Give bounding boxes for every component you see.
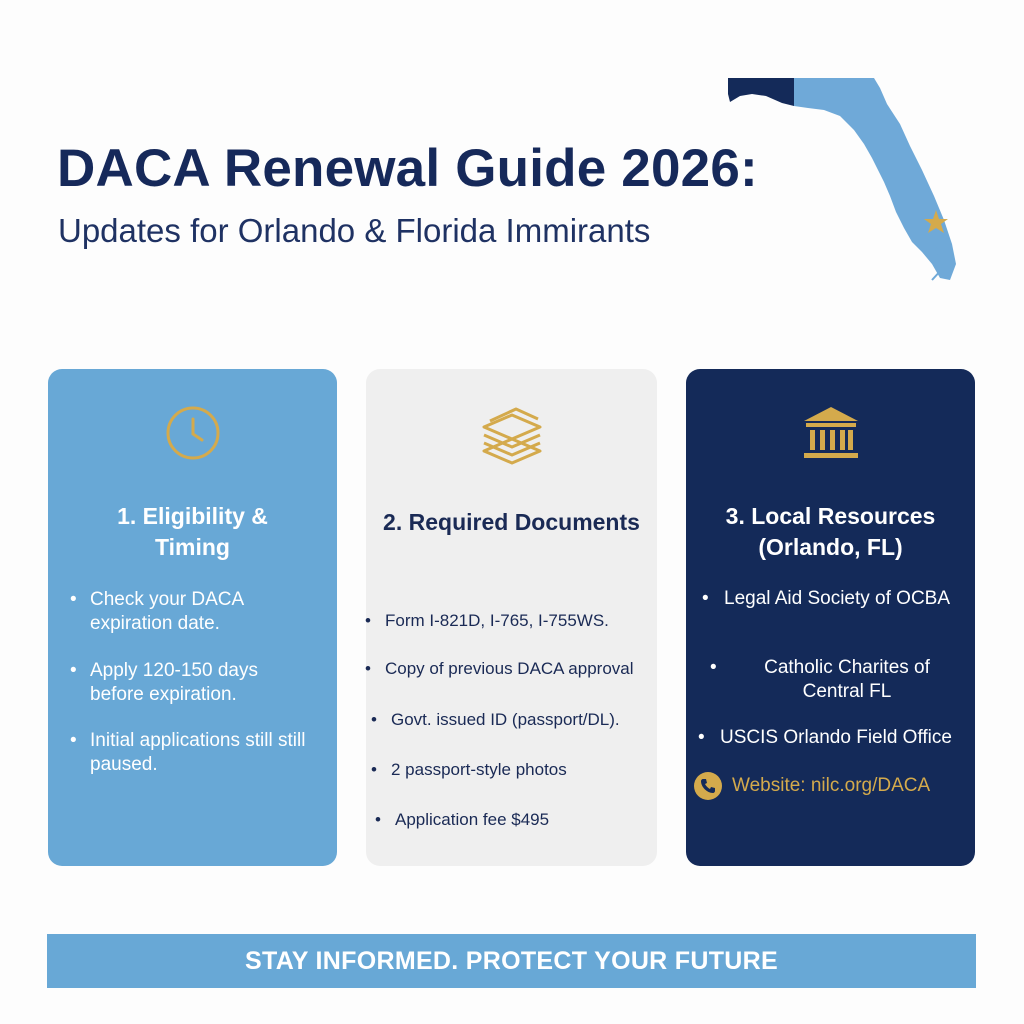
florida-map-icon [722, 72, 972, 298]
page-title: DACA Renewal Guide 2026: [57, 139, 758, 198]
footer-banner [47, 934, 976, 988]
website-text[interactable]: Website: nilc.org/DACA [732, 775, 931, 796]
documents-card [366, 369, 657, 866]
footer-text: STAY INFORMED. PROTECT YOUR FUTURE [245, 946, 778, 975]
list-item: • Govt. issued ID (passport/DL). [391, 708, 651, 732]
page-subtitle: Updates for Orlando & Florida Immirants [58, 212, 651, 249]
list-item: • Apply 120-150 days before expiration. [90, 659, 310, 707]
phone-icon [694, 772, 722, 800]
list-item: • 2 passport-style photos [391, 758, 651, 782]
list-item: • Catholic Charites of Central FL [732, 656, 962, 704]
clock-icon [165, 405, 221, 461]
website-link[interactable] [694, 772, 930, 800]
list-item: • Legal Aid Society of OCBA [724, 587, 954, 611]
list-item: • Copy of previous DACA approval [385, 657, 660, 681]
courthouse-icon [800, 403, 862, 463]
list-item: • USCIS Orlando Field Office [720, 726, 975, 750]
list-item: • Application fee $495 [395, 808, 645, 832]
card-heading: 2. Required Documents [383, 509, 640, 535]
list-item: • Check your DACA expiration date. [90, 588, 310, 636]
eligibility-card [48, 369, 337, 866]
list-item: • Form I-821D, I-765, I-755WS. [385, 609, 645, 633]
card-heading: 3. Local Resources (Orlando, FL) [725, 503, 936, 560]
documents-stack-icon [476, 399, 548, 471]
card-heading: 1. Eligibility & Timing [117, 503, 268, 560]
list-item: • Initial applications still still paused. [90, 729, 310, 777]
resources-card [686, 369, 975, 866]
